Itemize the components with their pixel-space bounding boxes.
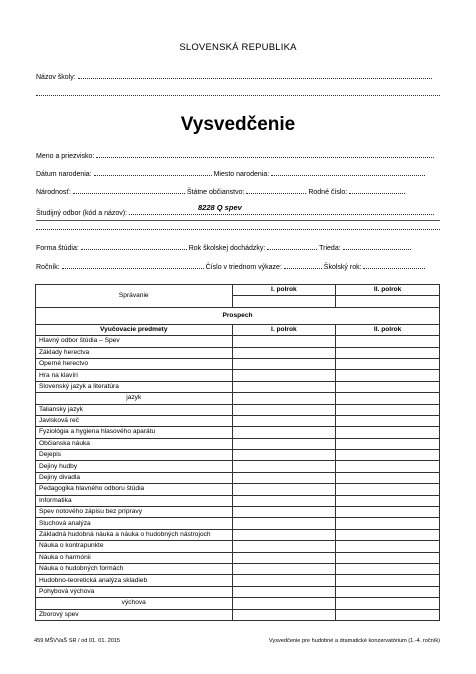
table-row [36, 507, 440, 518]
table-row [36, 586, 440, 597]
subject-name: Hudobno-teoretická analýza skladieb [36, 575, 233, 586]
grade-cell-1[interactable] [232, 563, 336, 574]
grade-row [36, 262, 425, 271]
study-form-line[interactable] [81, 243, 187, 250]
table-row [36, 450, 440, 461]
nationality-row [36, 187, 405, 196]
grade-cell-1[interactable] [232, 404, 336, 415]
table-row [36, 404, 440, 415]
birth-date-label: Dátum narodenia: [36, 171, 92, 178]
school-year-label: Školský rok: [323, 264, 362, 271]
footer-right: Vysvedčenie pre hudobné a dramatické konzervatórium (1.-4. ročník) [268, 638, 440, 644]
school-name-line[interactable] [78, 72, 432, 79]
grade-cell-1[interactable] [232, 518, 336, 529]
field-line[interactable] [129, 208, 434, 215]
grade-cell-1[interactable] [232, 495, 336, 506]
grade-cell-1[interactable] [232, 529, 336, 540]
birth-place-line[interactable] [271, 169, 425, 176]
grade-cell-2[interactable] [336, 563, 440, 574]
grade-cell-2[interactable] [336, 347, 440, 358]
subject-name: Náuka o harmónii [36, 552, 233, 563]
grades-table [35, 284, 440, 621]
grade-cell-1[interactable] [232, 552, 336, 563]
field-row [36, 208, 434, 217]
table-row [36, 484, 440, 495]
subject-name: Základná hudobná náuka a náuka o hudobných nástrojoch [36, 529, 233, 540]
table-row [36, 563, 440, 574]
semester2-header: II. polrok [336, 324, 440, 335]
field-label: Študijný odbor (kód a názov): [36, 210, 128, 217]
table-row [36, 472, 440, 483]
table-row [36, 461, 440, 472]
birth-row [36, 169, 425, 178]
name-label: Meno a priezvisko: [36, 153, 95, 160]
subject-name: Občianska náuka [36, 438, 233, 449]
citizenship-label: Štátne občianstvo: [186, 189, 245, 196]
grade-cell-1[interactable] [232, 586, 336, 597]
grade-cell-2[interactable] [336, 438, 440, 449]
subject-name: Slovenský jazyk a literatúra [36, 381, 233, 392]
behavior-label: Správanie [36, 285, 233, 308]
grade-cell-2[interactable] [336, 393, 440, 404]
subjects-header-row [36, 324, 440, 335]
grade-cell-2[interactable] [336, 598, 440, 609]
nationality-line[interactable] [73, 187, 185, 194]
study-form-row [36, 243, 411, 252]
grade-cell-1[interactable] [232, 609, 336, 620]
grade-cell-2[interactable] [336, 609, 440, 620]
subject-name: Náuka o kontrapunkte [36, 541, 233, 552]
grade-cell-2[interactable] [336, 495, 440, 506]
name-row [36, 151, 434, 160]
grade-cell-1[interactable] [232, 461, 336, 472]
grade-cell-1[interactable] [232, 541, 336, 552]
grade-cell-2[interactable] [336, 450, 440, 461]
grade-cell-2[interactable] [336, 507, 440, 518]
table-row [36, 347, 440, 358]
grade-cell-2[interactable] [336, 586, 440, 597]
grade-cell-2[interactable] [336, 370, 440, 381]
subject-name: výchova [36, 598, 233, 609]
subject-name: Taliansky jazyk [36, 404, 233, 415]
grade-cell-1[interactable] [232, 358, 336, 369]
document-title: Vysvedčenie [180, 114, 296, 135]
attendance-line[interactable] [267, 243, 317, 250]
subject-name: Dejiny divadla [36, 472, 233, 483]
grade-cell-1[interactable] [232, 427, 336, 438]
table-row [36, 358, 440, 369]
subject-name: Hlavný odbor štúdia – Spev [36, 336, 233, 347]
school-year-line[interactable] [363, 262, 425, 269]
table-row [36, 381, 440, 392]
birth-number-label: Rodné číslo: [308, 189, 348, 196]
table-row [36, 370, 440, 381]
table-row [36, 609, 440, 620]
progress-label: Prospech [36, 307, 440, 324]
grade-cell-2[interactable] [336, 552, 440, 563]
table-row [36, 427, 440, 438]
grade-cell-2[interactable] [336, 541, 440, 552]
behavior-header-row [36, 285, 440, 296]
grade-cell-2[interactable] [336, 461, 440, 472]
table-row [36, 495, 440, 506]
subject-name: Dejiny hudby [36, 461, 233, 472]
subject-name: Informatika [36, 495, 233, 506]
grade-cell-2[interactable] [336, 575, 440, 586]
table-row [36, 336, 440, 347]
grade-cell-1[interactable] [232, 484, 336, 495]
grade-cell-1[interactable] [232, 393, 336, 404]
grade-cell-1[interactable] [232, 336, 336, 347]
birth-number-line[interactable] [349, 187, 405, 194]
behavior-semester2-cell[interactable] [336, 296, 440, 307]
study-form-label: Forma štúdia: [36, 245, 79, 252]
class-line[interactable] [343, 243, 411, 250]
subject-name: Pohybová výchova [36, 586, 233, 597]
behavior-semester1-header: I. polrok [232, 285, 336, 296]
attendance-label: Rok školskej dochádzky: [188, 245, 266, 252]
citizenship-line[interactable] [246, 187, 306, 194]
school-name-line-2[interactable] [36, 95, 440, 96]
table-row [36, 541, 440, 552]
grade-cell-2[interactable] [336, 404, 440, 415]
grade-cell-1[interactable] [232, 472, 336, 483]
register-number-label: Číslo v triednom výkaze: [205, 264, 282, 271]
table-row [36, 518, 440, 529]
nationality-label: Národnosť: [36, 189, 71, 196]
country-heading: SLOVENSKÁ REPUBLIKA [179, 42, 297, 53]
subject-name: Náuka o hudobných formách [36, 563, 233, 574]
subject-name: Spev notového zápisu bez prípravy [36, 507, 233, 518]
school-name-label: Názov školy: [36, 74, 76, 81]
grade-cell-1[interactable] [232, 347, 336, 358]
grade-cell-2[interactable] [336, 336, 440, 347]
subjects-header: Vyučovacie predmety [36, 324, 233, 335]
subject-name: Základy herectva [36, 347, 233, 358]
grade-cell-2[interactable] [336, 484, 440, 495]
grade-label: Ročník: [36, 264, 60, 271]
footer-left: 459 MŠVVaŠ SR / od 01. 01. 2015 [34, 638, 121, 644]
progress-header-row [36, 307, 440, 324]
field-line-2[interactable] [36, 229, 440, 230]
behavior-semester1-cell[interactable] [232, 296, 336, 307]
birth-place-label: Miesto narodenia: [213, 171, 270, 178]
school-name-row [36, 72, 432, 81]
name-line[interactable] [96, 151, 434, 158]
subject-name: Operné herectvo [36, 358, 233, 369]
table-row [36, 529, 440, 540]
grade-cell-2[interactable] [336, 427, 440, 438]
grade-cell-1[interactable] [232, 370, 336, 381]
birth-date-line[interactable] [94, 169, 212, 176]
table-row [36, 393, 440, 404]
table-row [36, 415, 440, 426]
subject-name: Fyziológia a hygiena hlasového aparátu [36, 427, 233, 438]
subject-name: Pedagogika hlavného odboru štúdia [36, 484, 233, 495]
grade-cell-2[interactable] [336, 518, 440, 529]
grade-cell-1[interactable] [232, 450, 336, 461]
semester1-header: I. polrok [232, 324, 336, 335]
grade-cell-1[interactable] [232, 598, 336, 609]
subject-name: Hra na klavíri [36, 370, 233, 381]
field-value: 8228 Q spev [198, 203, 242, 212]
field-divider-1 [36, 220, 440, 221]
register-number-line[interactable] [284, 262, 322, 269]
subject-name: Javisková reč [36, 415, 233, 426]
grade-cell-1[interactable] [232, 575, 336, 586]
grade-cell-2[interactable] [336, 415, 440, 426]
grade-cell-2[interactable] [336, 472, 440, 483]
subject-name: Dejepis [36, 450, 233, 461]
grade-cell-2[interactable] [336, 358, 440, 369]
grade-cell-1[interactable] [232, 507, 336, 518]
class-label: Trieda: [319, 245, 341, 252]
behavior-semester2-header: II. polrok [336, 285, 440, 296]
subject-name: jazyk [36, 393, 233, 404]
grade-cell-1[interactable] [232, 438, 336, 449]
grade-cell-2[interactable] [336, 529, 440, 540]
grade-cell-1[interactable] [232, 415, 336, 426]
table-row [36, 598, 440, 609]
table-row [36, 552, 440, 563]
table-row [36, 438, 440, 449]
grade-cell-1[interactable] [232, 381, 336, 392]
table-row [36, 575, 440, 586]
grade-cell-2[interactable] [336, 381, 440, 392]
grade-line[interactable] [62, 262, 204, 269]
subject-name: Zborový spev [36, 609, 233, 620]
subject-name: Sluchová analýza [36, 518, 233, 529]
